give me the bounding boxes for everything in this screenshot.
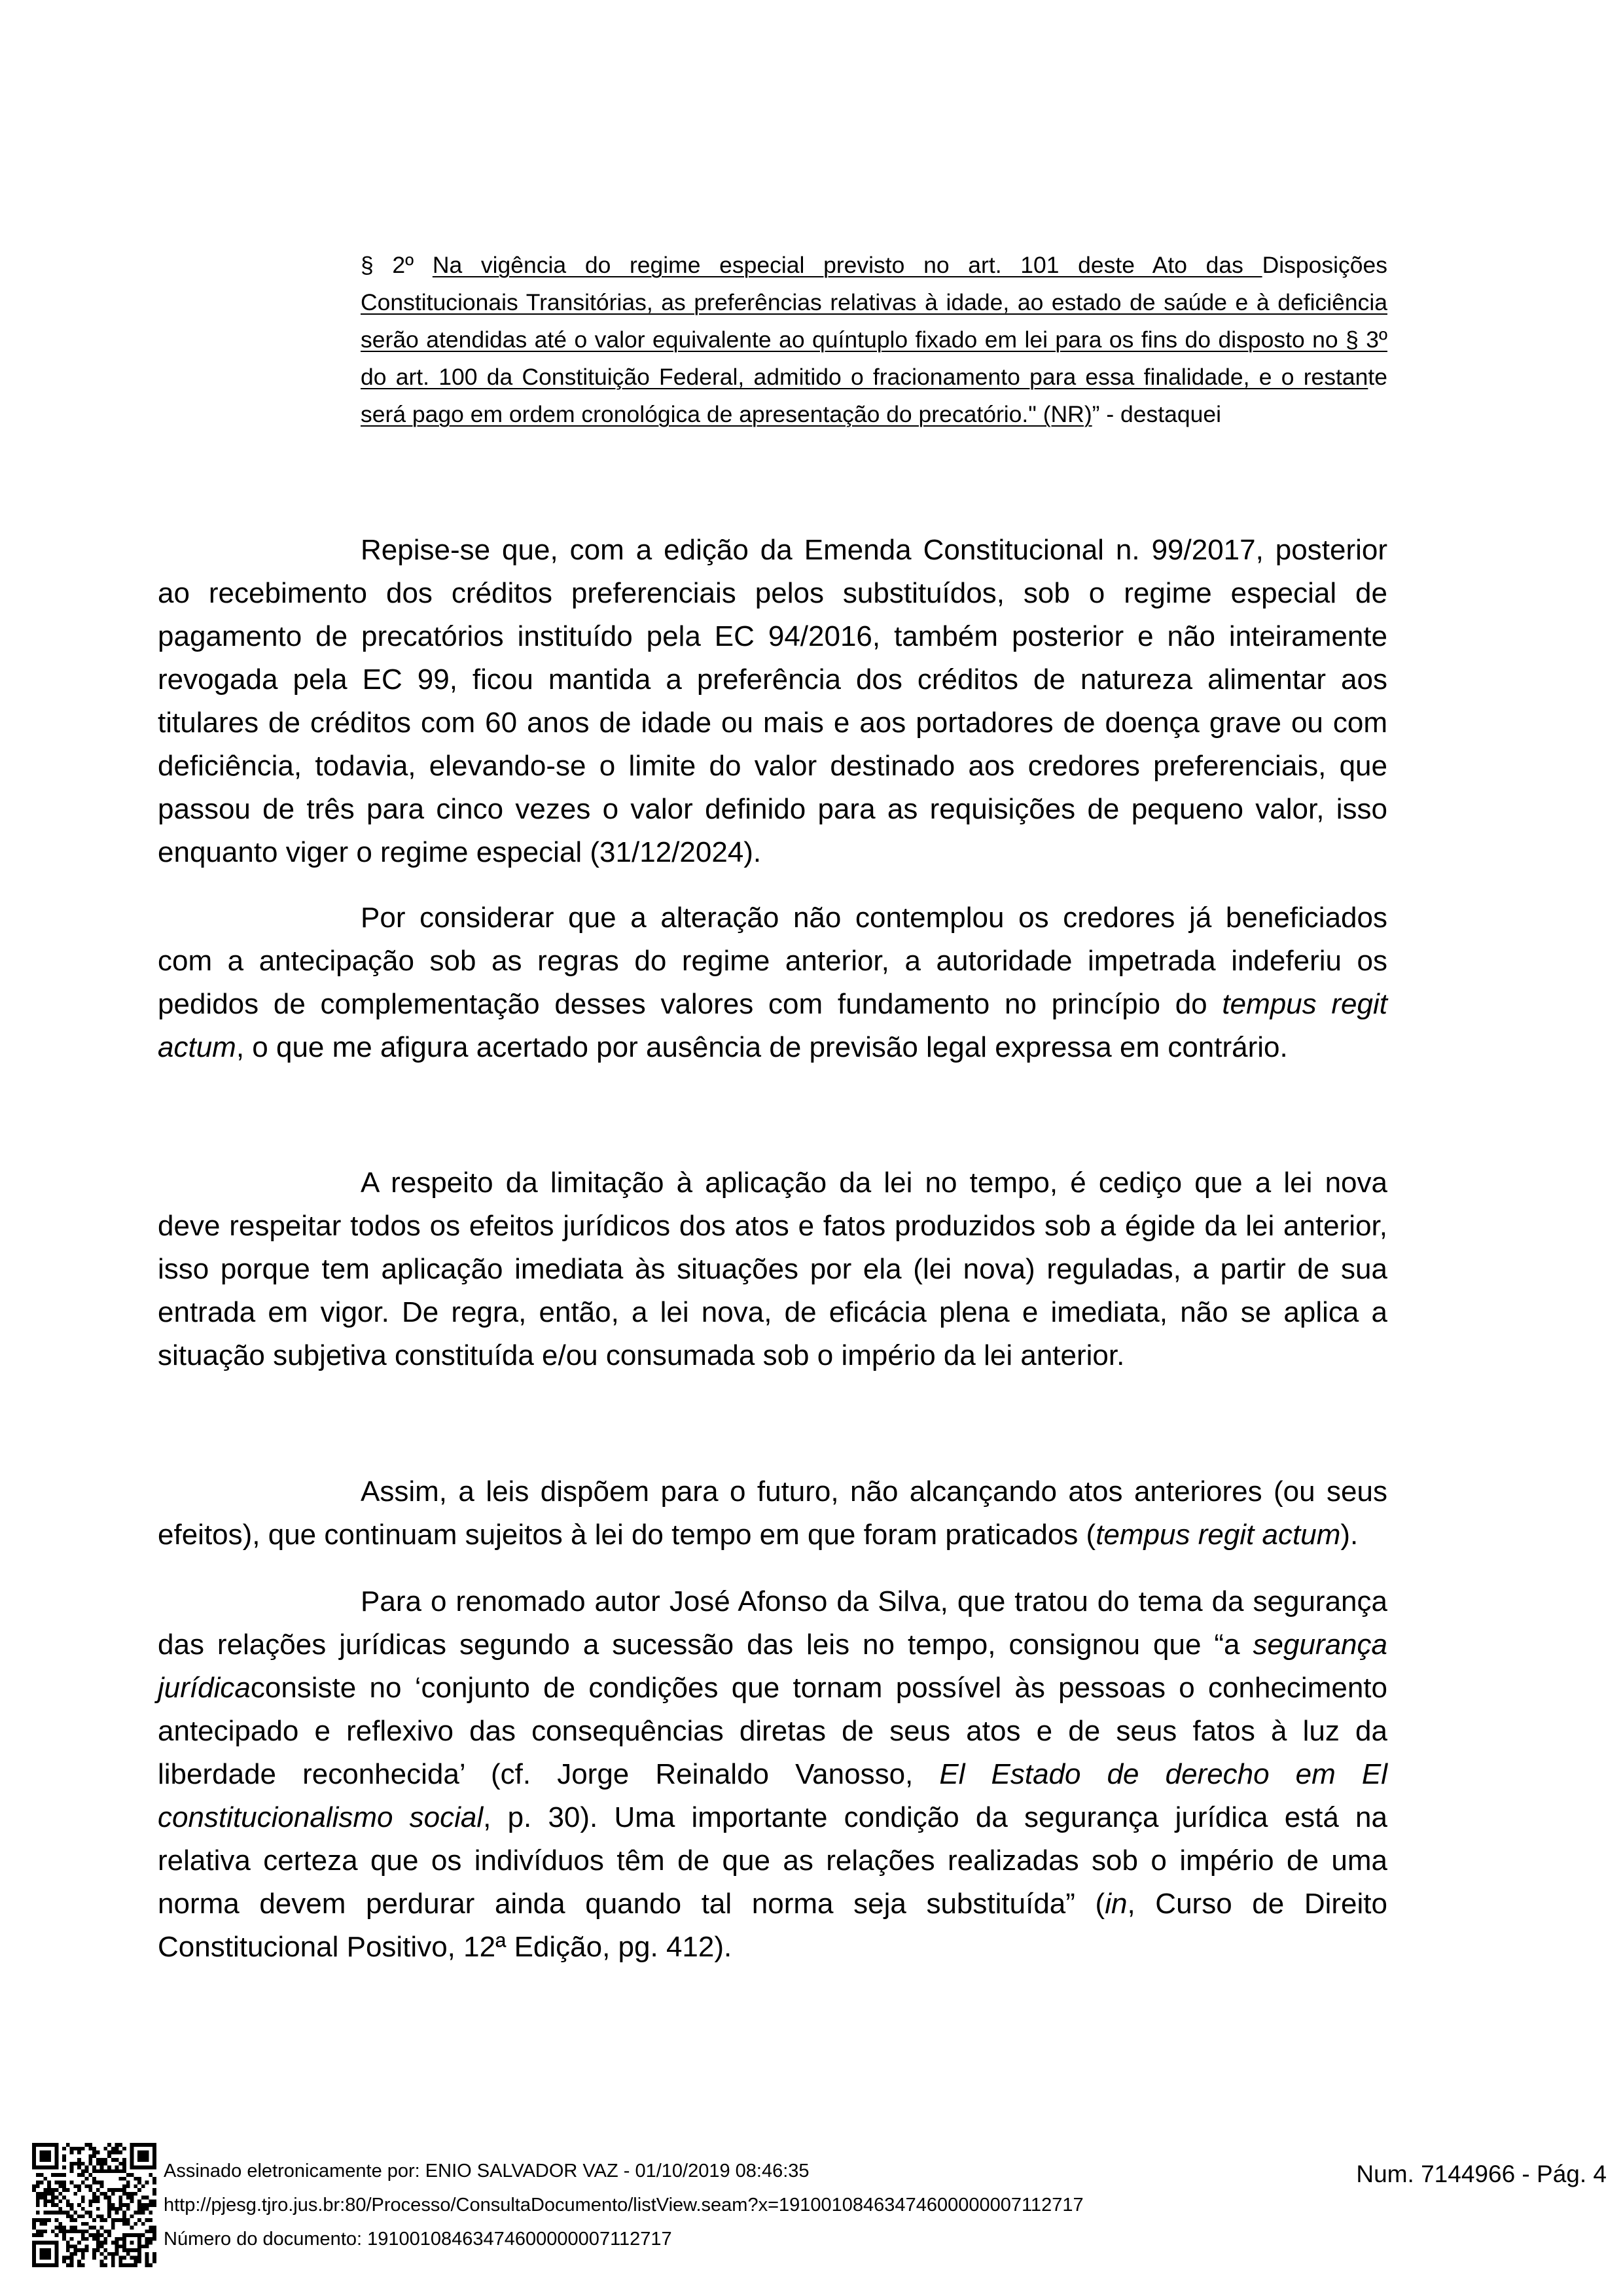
text-line <box>158 1248 1387 1291</box>
text-line <box>361 359 1387 396</box>
text-segment: enquanto viger o regime especial (31/12/2024). <box>158 836 762 868</box>
text-line <box>158 572 1387 615</box>
text-line <box>158 1161 1387 1205</box>
text-line <box>158 1513 1387 1557</box>
text-segment: Disposições <box>1262 252 1387 278</box>
text-line <box>158 1026 1387 1069</box>
text-segment: norma devem perdurar ainda quando tal norma seja substituída” ( <box>158 1888 1105 1920</box>
text-line <box>158 896 1387 940</box>
qr-code-icon[interactable] <box>32 2143 156 2267</box>
italic-text: in <box>1105 1888 1128 1920</box>
signature-info: Assinado eletronicamente por: ENIO SALVADOR VAZ - 01/10/2019 08:46:35 <box>164 2161 810 2181</box>
text-line <box>158 1470 1387 1513</box>
text-segment: entrada em vigor. De regra, então, a lei nova, de eficácia plena e imediata, não se aplica a <box>158 1296 1387 1328</box>
text-line <box>158 1926 1387 1969</box>
text-line <box>158 658 1387 701</box>
text-line <box>158 615 1387 658</box>
text-segment: efeitos), que continuam sujeitos à lei do tempo em que foram praticados ( <box>158 1519 1096 1551</box>
text-segment: te <box>1368 364 1387 390</box>
text-line <box>158 1667 1387 1710</box>
text-line <box>158 1291 1387 1334</box>
italic-text: tempus regit actum <box>1096 1519 1341 1551</box>
italic-text: actum <box>158 1031 236 1063</box>
text-segment: titulares de créditos com 60 anos de idade ou mais e aos portadores de doença grave ou com <box>158 707 1387 739</box>
underlined-text: Na vigência do regime especial previsto no art. 101 deste Ato das <box>432 252 1262 278</box>
italic-text: jurídica <box>158 1672 251 1704</box>
text-line <box>158 1623 1387 1667</box>
text-line <box>158 940 1387 983</box>
text-line <box>158 1710 1387 1753</box>
text-line <box>158 831 1387 874</box>
text-line <box>158 1205 1387 1248</box>
text-line <box>361 284 1387 321</box>
text-segment: Constitucional Positivo, 12ª Edição, pg. 412). <box>158 1931 732 1963</box>
text-segment: deficiência, todavia, elevando-se o limite do valor destinado aos credores preferenciais, que <box>158 750 1387 782</box>
text-line <box>158 1753 1387 1796</box>
text-segment: revogada pela EC 99, ficou mantida a preferência dos créditos de natureza alimentar aos <box>158 663 1387 696</box>
text-line <box>158 745 1387 788</box>
text-line <box>158 1882 1387 1926</box>
text-segment: Assim, a leis dispõem para o futuro, não alcançando atos anteriores (ou seus <box>361 1475 1387 1508</box>
text-segment: , o que me afigura acertado por ausência de previsão legal expressa em contrário. <box>236 1031 1288 1063</box>
text-line <box>158 788 1387 831</box>
text-segment: antecipado e reflexivo das consequências diretas de seus atos e de seus fatos à luz da <box>158 1715 1387 1747</box>
text-line <box>158 983 1387 1026</box>
page-number-label: Num. 7144966 - Pág. 4 <box>1356 2161 1607 2187</box>
text-line <box>361 321 1387 359</box>
text-line <box>361 247 1387 284</box>
paragraph-ec-99-2017 <box>158 529 1387 874</box>
text-segment: das relações jurídicas segundo a sucessão das leis no tempo, consignou que “a <box>158 1629 1253 1661</box>
text-segment: com a antecipação sob as regras do regime anterior, a autoridade impetrada indeferiu os <box>158 945 1387 977</box>
underlined-text: do art. 100 da Constituição Federal, admitido o fracionamento para essa finalidade, e o restan <box>361 364 1368 390</box>
underlined-text: serão atendidas até o valor equivalente ao quíntuplo fixado em lei para os fins do disposto no § 3º <box>361 327 1387 353</box>
text-segment: liberdade reconhecida’ (cf. Jorge Reinaldo Vanosso, <box>158 1758 940 1790</box>
text-segment: consiste no ‘conjunto de condições que tornam possível às pessoas o conhecimento <box>250 1672 1387 1704</box>
italic-text: tempus regit <box>1222 988 1388 1020</box>
text-segment: , Curso de Direito <box>1127 1888 1388 1920</box>
underlined-text: Constitucionais Transitórias, as preferências relativas à idade, ao estado de saúde e à deficiência <box>361 289 1387 315</box>
text-segment: ao recebimento dos créditos preferenciais pelos substituídos, sob o regime especial de <box>158 577 1387 609</box>
text-line <box>158 1334 1387 1377</box>
paragraph-limitacao-lei-no-tempo <box>158 1161 1387 1377</box>
text-segment: pagamento de precatórios instituído pela EC 94/2016, também posterior e não inteiramente <box>158 620 1387 652</box>
text-segment: ” - destaquei <box>1092 401 1221 427</box>
text-segment: § 2º <box>361 252 433 278</box>
text-segment: A respeito da limitação à aplicação da lei no tempo, é cediço que a lei nova <box>361 1167 1387 1199</box>
text-line <box>158 1580 1387 1623</box>
underlined-text: será pago em ordem cronológica de apresentação do precatório." (NR) <box>361 401 1092 427</box>
text-segment: Por considerar que a alteração não contemplou os credores já beneficiados <box>361 902 1387 934</box>
text-line <box>361 396 1387 433</box>
text-segment: situação subjetiva constituída e/ou consumada sob o império da lei anterior. <box>158 1339 1125 1371</box>
text-segment: ). <box>1340 1519 1359 1551</box>
document-url-link[interactable]: http://pjesg.tjro.jus.br:80/Processo/ConsultaDocumento/listView.seam?x=19100108463474600000007112717 <box>164 2195 1084 2216</box>
paragraph-tempus-regit-actum <box>158 896 1387 1069</box>
text-line <box>158 529 1387 572</box>
italic-text: constitucionalismo social <box>158 1801 484 1833</box>
text-segment: passou de três para cinco vezes o valor definido para as requisições de pequeno valor, isso <box>158 793 1387 825</box>
italic-text: segurança <box>1253 1629 1387 1661</box>
text-segment: deve respeitar todos os efeitos jurídicos dos atos e fatos produzidos sob a égide da lei anterior, <box>158 1210 1387 1242</box>
paragraph-leis-dispoem-futuro <box>158 1470 1387 1557</box>
text-segment: Repise-se que, com a edição da Emenda Constitucional n. 99/2017, posterior <box>361 534 1387 566</box>
italic-text: El Estado de derecho em El <box>939 1758 1387 1790</box>
text-segment: Para o renomado autor José Afonso da Silva, que tratou do tema da segurança <box>361 1585 1387 1617</box>
text-segment: relativa certeza que os indivíduos têm de que as relações realizadas sob o império de uma <box>158 1845 1387 1877</box>
text-line <box>158 1839 1387 1882</box>
text-segment: isso porque tem aplicação imediata às situações por ela (lei nova) reguladas, a partir de sua <box>158 1253 1387 1285</box>
text-segment: , p. 30). Uma importante condição da segurança jurídica está na <box>483 1801 1387 1833</box>
paragraph-seguranca-juridica <box>158 1580 1387 1969</box>
text-segment: pedidos de complementação desses valores com fundamento no princípio do <box>158 988 1222 1020</box>
text-line <box>158 701 1387 745</box>
quoted-legal-text <box>361 247 1387 433</box>
document-number: Número do documento: 19100108463474600000007112717 <box>164 2229 672 2250</box>
text-line <box>158 1796 1387 1839</box>
